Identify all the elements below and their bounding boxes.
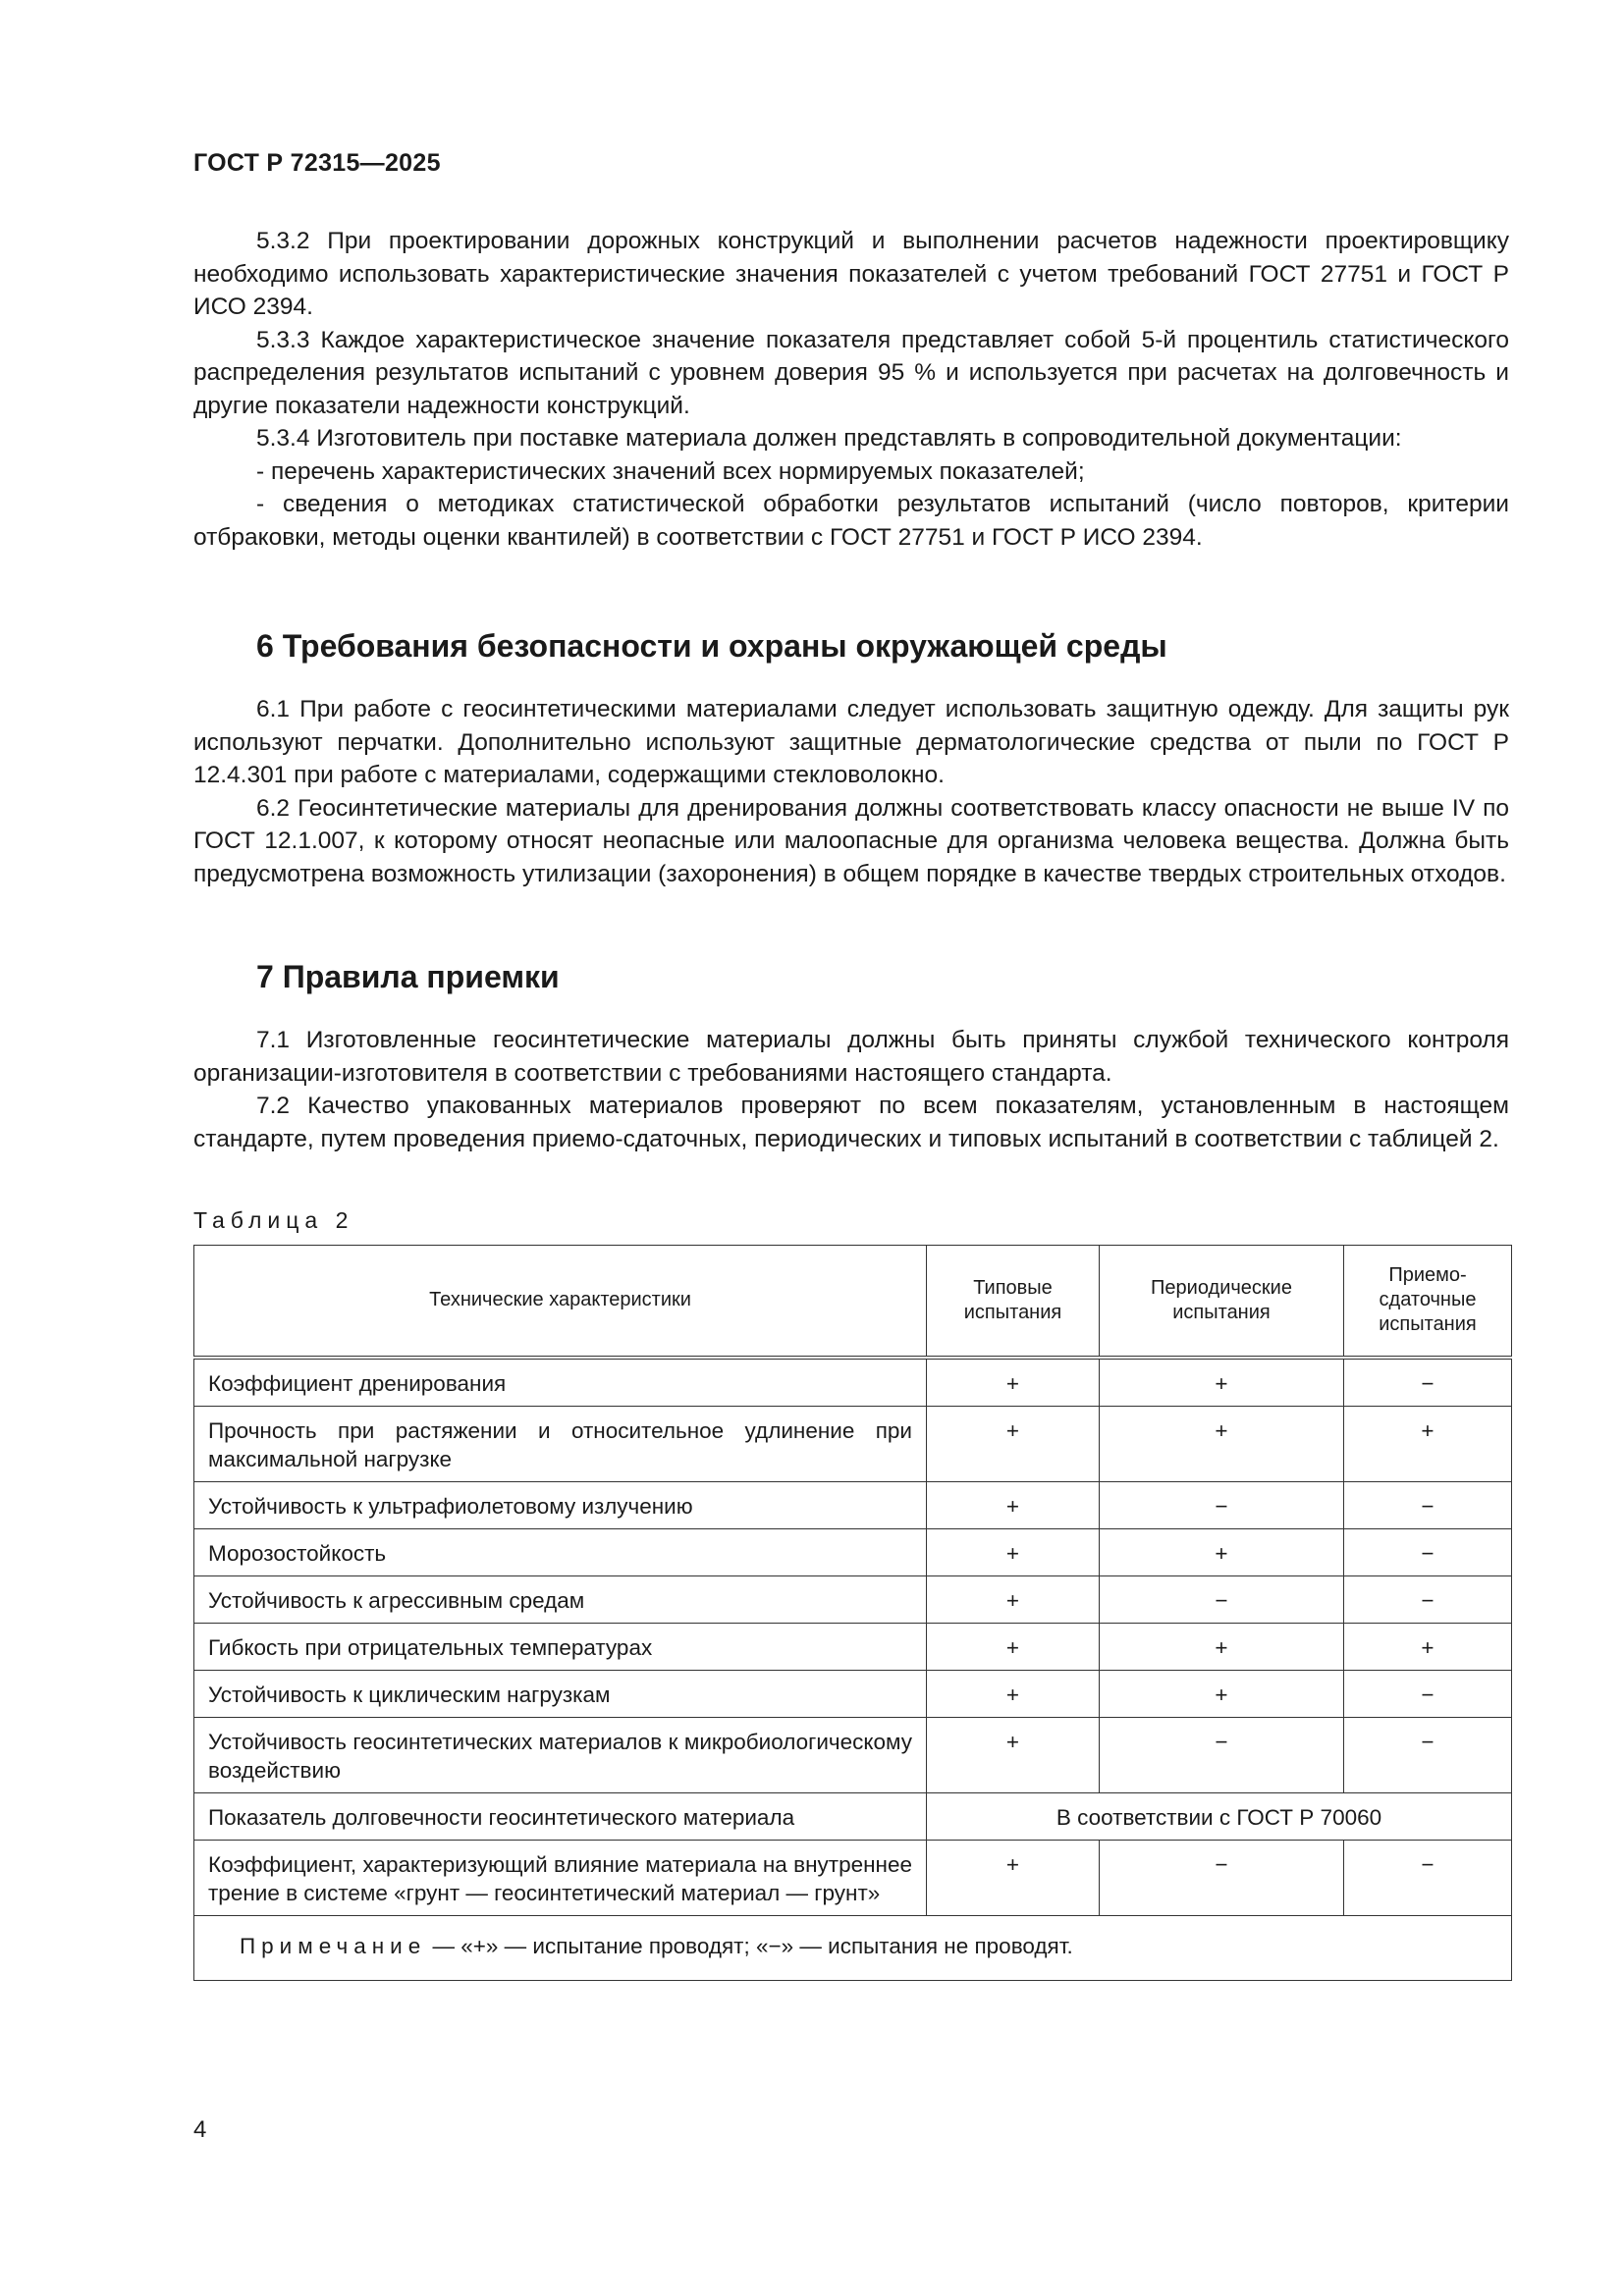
cell-characteristic: Устойчивость к ультрафиолетовому излучению [194, 1481, 927, 1528]
table-note [194, 1915, 1512, 1980]
cell-type-test: + [927, 1528, 1100, 1575]
cell-periodic-test: + [1100, 1406, 1344, 1481]
list-item-statistical-methods: - сведения о методиках статистической обработки результатов испытаний (число повторов, критерии отбраковки, методы оценки квантилей) в соответствии с ГОСТ 27751 и ГОСТ Р ИСО 2394. [193, 491, 1509, 551]
table-row [194, 1840, 1512, 1915]
table-row [194, 1623, 1512, 1670]
cell-characteristic: Устойчивость к циклическим нагрузкам [194, 1670, 927, 1717]
table-row-merged [194, 1792, 1512, 1840]
paragraph-7-1: 7.1 Изготовленные геосинтетические материалы должны быть приняты службой технического контроля организации-изготовителя в соответствии с требованиями настоящего стандарта. [193, 1027, 1509, 1087]
cell-periodic-test: + [1100, 1528, 1344, 1575]
cell-characteristic: Показатель долговечности геосинтетического материала [194, 1792, 927, 1840]
section7-heading: 7 Правила приемки [256, 959, 560, 994]
cell-periodic-test: + [1100, 1623, 1344, 1670]
section6-heading: 6 Требования безопасности и охраны окружающей среды [256, 628, 1167, 664]
paragraph-5-3-4: 5.3.4 Изготовитель при поставке материала должен представлять в сопроводительной документации: [256, 425, 1402, 452]
cell-characteristic: Устойчивость к агрессивным средам [194, 1575, 927, 1623]
cell-characteristic: Коэффициент дренирования [194, 1358, 927, 1407]
cell-type-test: + [927, 1670, 1100, 1717]
cell-acceptance-test: + [1344, 1623, 1512, 1670]
table-note-row [194, 1915, 1512, 1980]
header-acceptance-tests: Приемо-сдаточные испытания [1344, 1246, 1512, 1358]
section7-text-block [193, 1024, 1509, 1155]
cell-characteristic: Устойчивость геосинтетических материалов к микробиологическому воздействию [194, 1717, 927, 1792]
cell-merged-reference: В соответствии с ГОСТ Р 70060 [927, 1792, 1512, 1840]
cell-type-test: + [927, 1717, 1100, 1792]
standard-header: ГОСТ Р 72315—2025 [193, 149, 441, 177]
cell-acceptance-test: − [1344, 1717, 1512, 1792]
table-header-row [194, 1246, 1512, 1358]
note-label: Примечание [240, 1933, 427, 1958]
header-type-tests: Типовые испытания [927, 1246, 1100, 1358]
cell-acceptance-test: − [1344, 1528, 1512, 1575]
cell-acceptance-test: − [1344, 1575, 1512, 1623]
page-number: 4 [193, 2116, 207, 2143]
cell-acceptance-test: − [1344, 1670, 1512, 1717]
cell-periodic-test: − [1100, 1575, 1344, 1623]
table-row [194, 1670, 1512, 1717]
cell-type-test: + [927, 1840, 1100, 1915]
table-row [194, 1528, 1512, 1575]
acceptance-tests-table [193, 1245, 1512, 1981]
cell-periodic-test: − [1100, 1481, 1344, 1528]
section6-text-block [193, 693, 1509, 890]
cell-characteristic: Морозостойкость [194, 1528, 927, 1575]
paragraph-7-2: 7.2 Качество упакованных материалов проверяют по всем показателям, установленным в настоящем стандарте, путем проведения приемо-сдаточных, периодических и типовых испытаний в соответствии с таблицей 2. [193, 1093, 1509, 1152]
cell-acceptance-test: − [1344, 1358, 1512, 1407]
header-characteristic: Технические характеристики [194, 1246, 927, 1358]
cell-acceptance-test: − [1344, 1840, 1512, 1915]
cell-characteristic: Коэффициент, характеризующий влияние материала на внутреннее трение в системе «грунт — геосинтетический материал — грунт» [194, 1840, 927, 1915]
section5-text-block [193, 225, 1509, 554]
cell-characteristic: Прочность при растяжении и относительное удлинение при максимальной нагрузке [194, 1406, 927, 1481]
cell-type-test: + [927, 1406, 1100, 1481]
cell-periodic-test: − [1100, 1840, 1344, 1915]
cell-type-test: + [927, 1623, 1100, 1670]
header-periodic-tests: Периодические испытания [1100, 1246, 1344, 1358]
paragraph-6-2: 6.2 Геосинтетические материалы для дренирования должны соответствовать классу опасности не выше IV по ГОСТ 12.1.007, к которому относят неопасные или малоопасные для организма человека вещества. Должна быть предусмотрена возможность утилизации (захоронения) в общем порядке в качестве твердых строительных отходов. [193, 794, 1509, 887]
table-row [194, 1406, 1512, 1481]
cell-type-test: + [927, 1575, 1100, 1623]
cell-characteristic: Гибкость при отрицательных температурах [194, 1623, 927, 1670]
paragraph-5-3-2: 5.3.2 При проектировании дорожных конструкций и выполнении расчетов надежности проектировщику необходимо использовать характеристические значения показателей с учетом требований ГОСТ 27751 и ГОСТ Р ИСО 2394. [193, 228, 1509, 320]
table-row [194, 1358, 1512, 1407]
cell-type-test: + [927, 1358, 1100, 1407]
paragraph-6-1: 6.1 При работе с геосинтетическими материалами следует использовать защитную одежду. Для защиты рук используют перчатки. Дополнительно используют защитные дерматологические средства от пыли по ГОСТ Р 12.4.301 при работе с материалами, содержащими стекловолокно. [193, 696, 1509, 788]
cell-acceptance-test: − [1344, 1481, 1512, 1528]
table-row [194, 1717, 1512, 1792]
cell-periodic-test: + [1100, 1670, 1344, 1717]
table-row [194, 1481, 1512, 1528]
list-item-characteristic-values: - перечень характеристических значений всех нормируемых показателей; [256, 457, 1085, 485]
cell-acceptance-test: + [1344, 1406, 1512, 1481]
table-row [194, 1575, 1512, 1623]
cell-type-test: + [927, 1481, 1100, 1528]
paragraph-5-3-3: 5.3.3 Каждое характеристическое значение показателя представляет собой 5-й процентиль статистического распределения результатов испытаний с уровнем доверия 95 % и используется при расчетах на долговечность и другие показатели надежности конструкций. [193, 326, 1509, 419]
table-caption: Таблица 2 [193, 1207, 354, 1233]
note-text: — «+» — испытание проводят; «−» — испытания не проводят. [426, 1933, 1073, 1958]
cell-periodic-test: − [1100, 1717, 1344, 1792]
cell-periodic-test: + [1100, 1358, 1344, 1407]
